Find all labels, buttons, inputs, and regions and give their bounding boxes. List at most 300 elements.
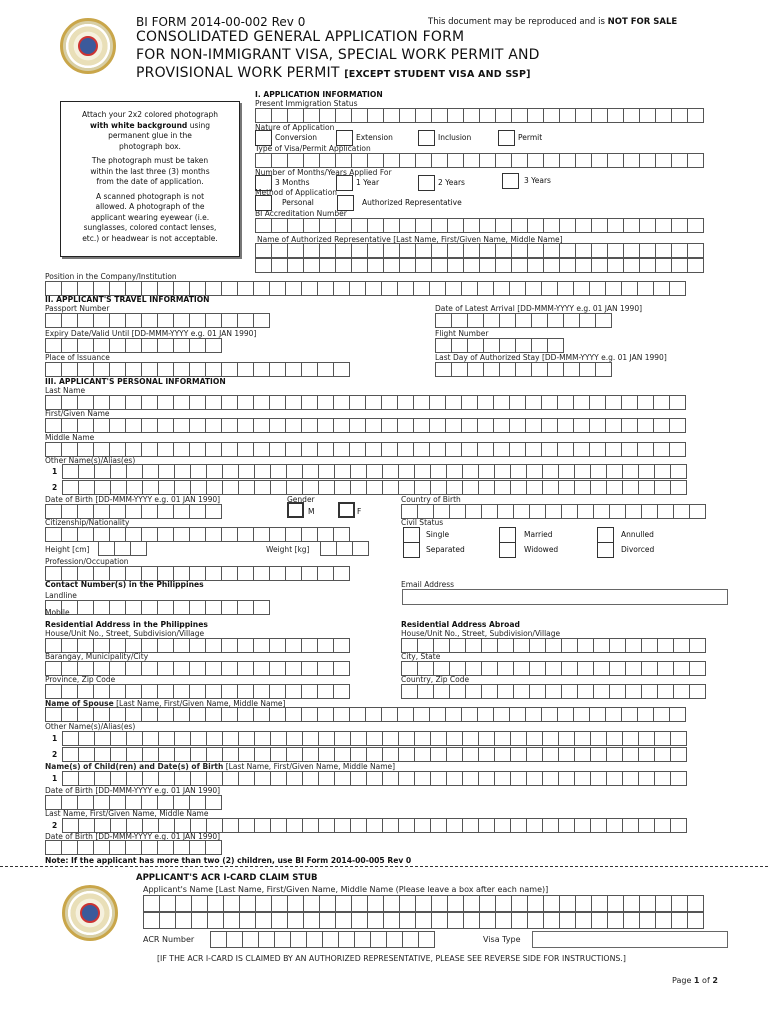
position-boxes-cell[interactable] [333,281,350,296]
spouse-boxes-cell[interactable] [605,707,622,722]
child-1-name-boxes-cell[interactable] [126,771,143,786]
last-name-boxes-cell[interactable] [333,395,350,410]
spouse-boxes-cell[interactable] [301,707,318,722]
passport-boxes-cell[interactable] [237,313,254,328]
house-ph-boxes-cell[interactable] [317,638,334,653]
first-name-boxes-cell[interactable] [173,418,190,433]
auth-rep-name-boxes-2[interactable] [255,258,703,273]
house-ph-boxes-cell[interactable] [221,638,238,653]
auth-rep-name-boxes-1-cell[interactable] [623,243,640,258]
country-birth-boxes-cell[interactable] [673,504,690,519]
position-boxes-cell[interactable] [557,281,574,296]
stub-name-boxes-1-cell[interactable] [687,895,704,912]
barangay-boxes-cell[interactable] [189,661,206,676]
country-birth-boxes-cell[interactable] [481,504,498,519]
stub-name-boxes-2-cell[interactable] [575,912,592,929]
alias-1-boxes-cell[interactable] [414,464,431,479]
spouse-alias-1-boxes-cell[interactable] [430,731,447,746]
alias-2-boxes-cell[interactable] [606,480,623,495]
first-name-boxes-cell[interactable] [605,418,622,433]
alias-2-boxes-cell[interactable] [446,480,463,495]
stub-name-boxes-2-cell[interactable] [527,912,544,929]
spouse-alias-1-boxes[interactable] [62,731,686,746]
last-name-boxes-cell[interactable] [461,395,478,410]
profession-boxes-cell[interactable] [157,566,174,581]
stub-name-boxes-2-cell[interactable] [175,912,192,929]
middle-name-boxes-cell[interactable] [109,442,126,457]
place-issuance-boxes-cell[interactable] [285,362,302,377]
bi-accreditation-boxes-cell[interactable] [511,218,528,233]
last-name-boxes-cell[interactable] [301,395,318,410]
spouse-boxes-cell[interactable] [429,707,446,722]
profession-boxes-cell[interactable] [285,566,302,581]
present-status-boxes-cell[interactable] [639,108,656,123]
middle-name-boxes-cell[interactable] [669,442,686,457]
stub-name-boxes-1-cell[interactable] [431,895,448,912]
child-1-dob-boxes-cell[interactable] [109,795,126,810]
auth-rep-name-boxes-2-cell[interactable] [463,258,480,273]
bi-accreditation-boxes-cell[interactable] [655,218,672,233]
stub-name-boxes-1-cell[interactable] [207,895,224,912]
landline-boxes-cell[interactable] [93,600,110,615]
barangay-boxes-cell[interactable] [45,661,62,676]
citizenship-boxes-cell[interactable] [173,527,190,542]
citizenship-boxes-cell[interactable] [61,527,78,542]
spouse-boxes-cell[interactable] [253,707,270,722]
profession-boxes-cell[interactable] [45,566,62,581]
city-state-boxes-cell[interactable] [561,661,578,676]
spouse-boxes-cell[interactable] [397,707,414,722]
alias-1-boxes-cell[interactable] [110,464,127,479]
child-2-name-boxes-cell[interactable] [622,818,639,833]
alias-2-boxes-cell[interactable] [174,480,191,495]
bi-accreditation-boxes[interactable] [255,218,703,233]
city-state-boxes-cell[interactable] [401,661,418,676]
child-2-name-boxes-cell[interactable] [206,818,223,833]
first-name-boxes-cell[interactable] [349,418,366,433]
stub-name-boxes-2-cell[interactable] [239,912,256,929]
stub-name-boxes-2-cell[interactable] [143,912,160,929]
passport-boxes-cell[interactable] [77,313,94,328]
profession-boxes-cell[interactable] [173,566,190,581]
barangay-boxes-cell[interactable] [125,661,142,676]
middle-name-boxes-cell[interactable] [333,442,350,457]
place-issuance-boxes-cell[interactable] [269,362,286,377]
child-2-name-boxes-cell[interactable] [590,818,607,833]
single-checkbox[interactable] [403,527,420,543]
auth-rep-name-boxes-2-cell[interactable] [527,258,544,273]
house-ph-boxes-cell[interactable] [61,638,78,653]
last-name-boxes-cell[interactable] [589,395,606,410]
middle-name-boxes-cell[interactable] [157,442,174,457]
country-zip-boxes-cell[interactable] [401,684,418,699]
first-name-boxes-cell[interactable] [509,418,526,433]
country-zip-boxes[interactable] [401,684,705,699]
first-name-boxes-cell[interactable] [541,418,558,433]
alias-1-boxes-cell[interactable] [174,464,191,479]
middle-name-boxes[interactable] [45,442,685,457]
middle-name-boxes-cell[interactable] [573,442,590,457]
auth-rep-name-boxes-2-cell[interactable] [399,258,416,273]
child-2-dob-boxes-cell[interactable] [93,840,110,855]
bi-accreditation-boxes-cell[interactable] [671,218,688,233]
present-status-boxes-cell[interactable] [303,108,320,123]
flight-boxes-cell[interactable] [531,338,548,353]
first-name-boxes-cell[interactable] [269,418,286,433]
acr-number-boxes-cell[interactable] [210,931,227,948]
barangay-boxes[interactable] [45,661,349,676]
citizenship-boxes-cell[interactable] [285,527,302,542]
first-name-boxes-cell[interactable] [397,418,414,433]
auth-rep-name-boxes-2-cell[interactable] [655,258,672,273]
alias-1-boxes-cell[interactable] [382,464,399,479]
alias-2-boxes-cell[interactable] [334,480,351,495]
spouse-alias-1-boxes-cell[interactable] [654,731,671,746]
auth-rep-name-boxes-1-cell[interactable] [447,243,464,258]
auth-rep-name-boxes-2-cell[interactable] [495,258,512,273]
first-name-boxes-cell[interactable] [573,418,590,433]
child-1-name-boxes-cell[interactable] [414,771,431,786]
bi-accreditation-boxes-cell[interactable] [335,218,352,233]
position-boxes-cell[interactable] [253,281,270,296]
citizenship-boxes-cell[interactable] [205,527,222,542]
auth-rep-name-boxes-2-cell[interactable] [415,258,432,273]
position-boxes-cell[interactable] [573,281,590,296]
spouse-alias-2-boxes-cell[interactable] [494,747,511,762]
country-birth-boxes-cell[interactable] [561,504,578,519]
auth-rep-name-boxes-2-cell[interactable] [367,258,384,273]
last-name-boxes-cell[interactable] [221,395,238,410]
child-1-name-boxes-cell[interactable] [334,771,351,786]
citizenship-boxes-cell[interactable] [301,527,318,542]
bi-accreditation-boxes-cell[interactable] [367,218,384,233]
alias-2-boxes-cell[interactable] [494,480,511,495]
province-boxes-cell[interactable] [333,684,350,699]
auth-rep-name-boxes-1-cell[interactable] [399,243,416,258]
province-boxes-cell[interactable] [317,684,334,699]
country-zip-boxes-cell[interactable] [497,684,514,699]
spouse-alias-1-boxes-cell[interactable] [142,731,159,746]
child-2-name-boxes-cell[interactable] [430,818,447,833]
house-ph-boxes-cell[interactable] [189,638,206,653]
stub-name-boxes-1-cell[interactable] [575,895,592,912]
child-2-name-boxes-cell[interactable] [286,818,303,833]
middle-name-boxes-cell[interactable] [317,442,334,457]
present-status-boxes-cell[interactable] [399,108,416,123]
bi-accreditation-boxes-cell[interactable] [527,218,544,233]
first-name-boxes-cell[interactable] [141,418,158,433]
city-state-boxes-cell[interactable] [497,661,514,676]
citizenship-boxes-cell[interactable] [77,527,94,542]
middle-name-boxes-cell[interactable] [365,442,382,457]
citizenship-boxes-cell[interactable] [221,527,238,542]
barangay-boxes-cell[interactable] [301,661,318,676]
spouse-boxes-cell[interactable] [205,707,222,722]
place-issuance-boxes-cell[interactable] [317,362,334,377]
alias-2-boxes-cell[interactable] [382,480,399,495]
profession-boxes-cell[interactable] [333,566,350,581]
type-visa-boxes-cell[interactable] [463,153,480,168]
stub-name-boxes-2-cell[interactable] [431,912,448,929]
stub-name-boxes-1-cell[interactable] [543,895,560,912]
child-1-name-boxes-cell[interactable] [254,771,271,786]
stub-name-boxes-2-cell[interactable] [207,912,224,929]
alias-1-boxes-cell[interactable] [622,464,639,479]
dob-boxes-cell[interactable] [61,504,78,519]
country-birth-boxes-cell[interactable] [449,504,466,519]
spouse-alias-2-boxes-cell[interactable] [670,747,687,762]
house-abroad-boxes[interactable] [401,638,705,653]
position-boxes-cell[interactable] [637,281,654,296]
auth-rep-name-boxes-1-cell[interactable] [639,243,656,258]
place-issuance-boxes-cell[interactable] [157,362,174,377]
citizenship-boxes-cell[interactable] [125,527,142,542]
spouse-alias-2-boxes-cell[interactable] [238,747,255,762]
type-visa-boxes[interactable] [255,153,703,168]
dob-boxes[interactable] [45,504,221,519]
alias-1-boxes-cell[interactable] [606,464,623,479]
present-status-boxes-cell[interactable] [287,108,304,123]
first-name-boxes-cell[interactable] [381,418,398,433]
child-1-name-boxes-cell[interactable] [318,771,335,786]
stub-name-boxes-2-cell[interactable] [303,912,320,929]
first-name-boxes-cell[interactable] [77,418,94,433]
stub-name-boxes-1-cell[interactable] [191,895,208,912]
middle-name-boxes-cell[interactable] [381,442,398,457]
first-name-boxes-cell[interactable] [205,418,222,433]
middle-name-boxes-cell[interactable] [413,442,430,457]
child-1-name-boxes-cell[interactable] [286,771,303,786]
auth-rep-name-boxes-1-cell[interactable] [495,243,512,258]
acr-number-boxes-cell[interactable] [306,931,323,948]
profession-boxes-cell[interactable] [269,566,286,581]
bi-accreditation-boxes-cell[interactable] [383,218,400,233]
height-boxes-cell[interactable] [98,541,115,556]
alias-2-boxes-cell[interactable] [270,480,287,495]
middle-name-boxes-cell[interactable] [621,442,638,457]
passport-boxes-cell[interactable] [93,313,110,328]
landline-boxes-cell[interactable] [237,600,254,615]
weight-boxes-cell[interactable] [352,541,369,556]
stub-name-boxes-2-cell[interactable] [191,912,208,929]
auth-rep-name-boxes-2-cell[interactable] [479,258,496,273]
child-1-name-boxes-cell[interactable] [62,771,79,786]
spouse-boxes-cell[interactable] [141,707,158,722]
spouse-alias-2-boxes-cell[interactable] [382,747,399,762]
alias-1-boxes-cell[interactable] [158,464,175,479]
position-boxes-cell[interactable] [237,281,254,296]
acr-number-boxes-cell[interactable] [242,931,259,948]
passport-boxes-cell[interactable] [221,313,238,328]
spouse-alias-1-boxes-cell[interactable] [494,731,511,746]
child-1-dob-boxes[interactable] [45,795,221,810]
alias-1-boxes-cell[interactable] [638,464,655,479]
child-1-name-boxes-cell[interactable] [78,771,95,786]
stub-name-boxes-1[interactable] [143,895,703,912]
stub-name-boxes-2-cell[interactable] [463,912,480,929]
position-boxes-cell[interactable] [301,281,318,296]
child-1-name-boxes-cell[interactable] [238,771,255,786]
country-birth-boxes-cell[interactable] [657,504,674,519]
first-name-boxes-cell[interactable] [285,418,302,433]
child-1-dob-boxes-cell[interactable] [45,795,62,810]
alias-1-boxes-cell[interactable] [558,464,575,479]
visa-type-input[interactable] [532,931,728,948]
stub-name-boxes-1-cell[interactable] [255,895,272,912]
alias-2-boxes-cell[interactable] [510,480,527,495]
spouse-alias-1-boxes-cell[interactable] [606,731,623,746]
last-day-stay-boxes-cell[interactable] [467,362,484,377]
auth-rep-name-boxes-2-cell[interactable] [351,258,368,273]
house-abroad-boxes-cell[interactable] [673,638,690,653]
weight-boxes-cell[interactable] [320,541,337,556]
spouse-alias-1-boxes-cell[interactable] [350,731,367,746]
auth-rep-name-boxes-2-cell[interactable] [335,258,352,273]
spouse-boxes-cell[interactable] [589,707,606,722]
alias-2-boxes-cell[interactable] [302,480,319,495]
first-name-boxes-cell[interactable] [125,418,142,433]
country-zip-boxes-cell[interactable] [609,684,626,699]
alias-2-boxes-cell[interactable] [574,480,591,495]
first-name-boxes-cell[interactable] [413,418,430,433]
city-state-boxes-cell[interactable] [481,661,498,676]
spouse-alias-1-boxes-cell[interactable] [526,731,543,746]
house-ph-boxes-cell[interactable] [301,638,318,653]
house-abroad-boxes-cell[interactable] [529,638,546,653]
last-day-stay-boxes[interactable] [435,362,611,377]
auth-rep-name-boxes-2-cell[interactable] [447,258,464,273]
auth-rep-name-boxes-2-cell[interactable] [671,258,688,273]
city-state-boxes-cell[interactable] [593,661,610,676]
child-2-dob-boxes-cell[interactable] [109,840,126,855]
height-boxes[interactable] [98,541,146,556]
latest-arrival-boxes-cell[interactable] [563,313,580,328]
province-boxes-cell[interactable] [45,684,62,699]
auth-rep-name-boxes-2-cell[interactable] [319,258,336,273]
dob-boxes-cell[interactable] [125,504,142,519]
stub-name-boxes-2[interactable] [143,912,703,929]
present-status-boxes[interactable] [255,108,703,123]
auth-rep-name-boxes-1-cell[interactable] [575,243,592,258]
spouse-alias-1-boxes-cell[interactable] [62,731,79,746]
spouse-alias-2-boxes-cell[interactable] [110,747,127,762]
profession-boxes-cell[interactable] [253,566,270,581]
alias-2-boxes-cell[interactable] [126,480,143,495]
child-1-name-boxes-cell[interactable] [222,771,239,786]
province-boxes-cell[interactable] [189,684,206,699]
child-2-name-boxes-cell[interactable] [190,818,207,833]
spouse-alias-1-boxes-cell[interactable] [238,731,255,746]
spouse-alias-1-boxes-cell[interactable] [590,731,607,746]
stub-name-boxes-2-cell[interactable] [287,912,304,929]
flight-boxes-cell[interactable] [515,338,532,353]
barangay-boxes-cell[interactable] [77,661,94,676]
flight-boxes[interactable] [435,338,563,353]
spouse-alias-1-boxes-cell[interactable] [558,731,575,746]
stub-name-boxes-2-cell[interactable] [639,912,656,929]
spouse-boxes-cell[interactable] [445,707,462,722]
first-name-boxes-cell[interactable] [253,418,270,433]
spouse-alias-2-boxes-cell[interactable] [206,747,223,762]
spouse-alias-2-boxes-cell[interactable] [190,747,207,762]
stub-name-boxes-2-cell[interactable] [655,912,672,929]
position-boxes-cell[interactable] [61,281,78,296]
barangay-boxes-cell[interactable] [109,661,126,676]
auth-rep-name-boxes-2-cell[interactable] [511,258,528,273]
child-2-name-boxes-cell[interactable] [110,818,127,833]
stub-name-boxes-1-cell[interactable] [175,895,192,912]
auth-rep-name-boxes-1-cell[interactable] [479,243,496,258]
present-status-boxes-cell[interactable] [415,108,432,123]
spouse-alias-1-boxes-cell[interactable] [478,731,495,746]
profession-boxes-cell[interactable] [93,566,110,581]
province-boxes-cell[interactable] [173,684,190,699]
child-1-name-boxes-cell[interactable] [590,771,607,786]
citizenship-boxes-cell[interactable] [93,527,110,542]
house-abroad-boxes-cell[interactable] [433,638,450,653]
profession-boxes[interactable] [45,566,349,581]
present-status-boxes-cell[interactable] [447,108,464,123]
middle-name-boxes-cell[interactable] [477,442,494,457]
bi-accreditation-boxes-cell[interactable] [495,218,512,233]
divorced-checkbox[interactable] [597,542,614,558]
child-1-name-boxes-cell[interactable] [526,771,543,786]
house-abroad-boxes-cell[interactable] [561,638,578,653]
stub-name-boxes-1-cell[interactable] [367,895,384,912]
stub-name-boxes-1-cell[interactable] [479,895,496,912]
country-birth-boxes-cell[interactable] [545,504,562,519]
child-2-dob-boxes-cell[interactable] [141,840,158,855]
type-visa-boxes-cell[interactable] [431,153,448,168]
first-name-boxes-cell[interactable] [61,418,78,433]
child-1-name-boxes[interactable] [62,771,686,786]
middle-name-boxes-cell[interactable] [189,442,206,457]
barangay-boxes-cell[interactable] [253,661,270,676]
auth-rep-name-boxes-1-cell[interactable] [607,243,624,258]
auth-rep-name-boxes-1-cell[interactable] [655,243,672,258]
spouse-alias-1-boxes-cell[interactable] [206,731,223,746]
alias-1-boxes-cell[interactable] [302,464,319,479]
weight-boxes-cell[interactable] [336,541,353,556]
last-name-boxes-cell[interactable] [621,395,638,410]
profession-boxes-cell[interactable] [317,566,334,581]
house-ph-boxes-cell[interactable] [269,638,286,653]
present-status-boxes-cell[interactable] [319,108,336,123]
profession-boxes-cell[interactable] [125,566,142,581]
spouse-alias-1-boxes-cell[interactable] [542,731,559,746]
profession-boxes-cell[interactable] [77,566,94,581]
flight-boxes-cell[interactable] [547,338,564,353]
position-boxes-cell[interactable] [45,281,62,296]
acr-number-boxes-cell[interactable] [322,931,339,948]
child-1-name-boxes-cell[interactable] [174,771,191,786]
gender-m-checkbox[interactable] [287,502,304,518]
child-2-dob-boxes-cell[interactable] [45,840,62,855]
middle-name-boxes-cell[interactable] [509,442,526,457]
house-abroad-boxes-cell[interactable] [641,638,658,653]
barangay-boxes-cell[interactable] [237,661,254,676]
child-1-dob-boxes-cell[interactable] [125,795,142,810]
expiry-boxes-cell[interactable] [45,338,62,353]
latest-arrival-boxes-cell[interactable] [435,313,452,328]
acr-number-boxes-cell[interactable] [258,931,275,948]
type-visa-boxes-cell[interactable] [287,153,304,168]
spouse-alias-2-boxes-cell[interactable] [78,747,95,762]
last-name-boxes-cell[interactable] [317,395,334,410]
last-name-boxes-cell[interactable] [653,395,670,410]
spouse-boxes-cell[interactable] [573,707,590,722]
1-year-checkbox[interactable] [336,175,353,191]
